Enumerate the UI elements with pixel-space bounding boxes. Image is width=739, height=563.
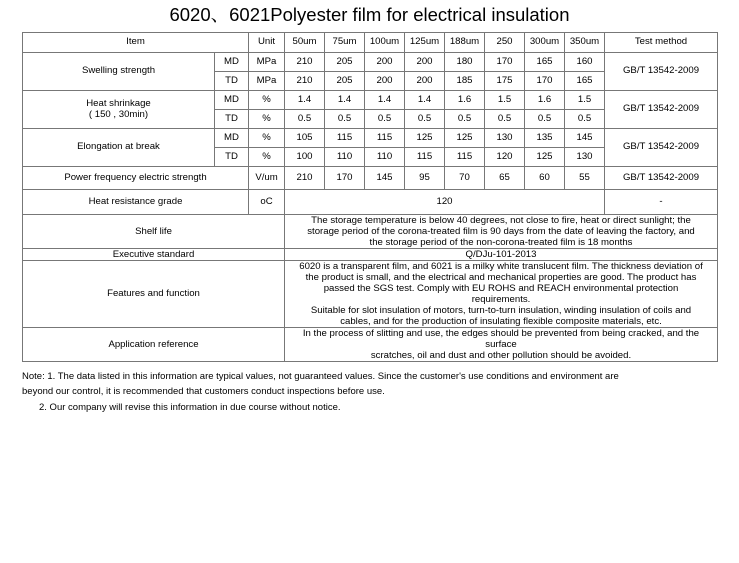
text-line: Suitable for slot insulation of motors, turn-to-turn insulation, winding insulation of coils and bbox=[310, 304, 692, 316]
value-cell: 145 bbox=[565, 128, 605, 147]
unit-cell: MPa bbox=[249, 71, 285, 90]
value-cell: 1.4 bbox=[325, 90, 365, 109]
table-row bbox=[23, 166, 718, 189]
value-cell: 210 bbox=[285, 166, 325, 189]
value-cell: 1.6 bbox=[445, 90, 485, 109]
value-cell: 60 bbox=[525, 166, 565, 189]
value-cell: 130 bbox=[565, 147, 605, 166]
value-cell-grade: 120 bbox=[285, 189, 605, 214]
value-cell: 1.4 bbox=[365, 90, 405, 109]
value-cell: 160 bbox=[565, 52, 605, 71]
row-label-features-and-function: Features and function bbox=[23, 260, 285, 327]
direction-md: MD bbox=[215, 90, 249, 109]
value-cell: 170 bbox=[325, 166, 365, 189]
table-row bbox=[23, 128, 718, 147]
value-cell: 205 bbox=[325, 52, 365, 71]
value-cell: 55 bbox=[565, 166, 605, 189]
value-cell: 1.5 bbox=[565, 90, 605, 109]
value-cell: 65 bbox=[485, 166, 525, 189]
header-item: Item bbox=[23, 32, 249, 52]
text-line: the storage period of the non-corona-treated film is 18 months bbox=[369, 236, 633, 248]
footer-notes bbox=[22, 369, 722, 415]
table-row bbox=[23, 52, 718, 71]
text-line: requirements. bbox=[471, 293, 531, 305]
direction-md: MD bbox=[215, 52, 249, 71]
row-label-power-frequency-electric-strength: Power frequency electric strength bbox=[23, 166, 249, 189]
header-thickness-250: 250 bbox=[485, 32, 525, 52]
unit-cell: V/um bbox=[249, 166, 285, 189]
page-title: 6020、6021Polyester film for electrical insulation bbox=[169, 4, 570, 25]
header-thickness-100um: 100um bbox=[365, 32, 405, 52]
row-label-heat-resistance-grade: Heat resistance grade bbox=[23, 189, 249, 214]
value-cell: 115 bbox=[365, 128, 405, 147]
value-cell: 120 bbox=[485, 147, 525, 166]
direction-td: TD bbox=[215, 109, 249, 128]
row-label-application-reference: Application reference bbox=[23, 327, 285, 361]
header-thickness-300um: 300um bbox=[525, 32, 565, 52]
unit-cell: % bbox=[249, 128, 285, 147]
value-cell: 0.5 bbox=[445, 109, 485, 128]
table-row bbox=[23, 214, 718, 248]
value-cell: 170 bbox=[485, 52, 525, 71]
header-thickness-50um: 50um bbox=[285, 32, 325, 52]
text-line: passed the SGS test. Comply with EU ROHS and REACH environmental protection bbox=[323, 282, 679, 294]
table-row bbox=[23, 260, 718, 327]
table-header-row bbox=[23, 32, 718, 52]
value-cell: 200 bbox=[405, 52, 445, 71]
value-cell: 130 bbox=[485, 128, 525, 147]
value-cell: 0.5 bbox=[565, 109, 605, 128]
header-thickness-350um: 350um bbox=[565, 32, 605, 52]
text-line: scratches, oil and dust and other pollution should be avoided. bbox=[370, 349, 632, 361]
value-cell: 1.4 bbox=[405, 90, 445, 109]
value-cell: 170 bbox=[525, 71, 565, 90]
test-method-cell: GB/T 13542-2009 bbox=[605, 52, 718, 90]
executive-standard-text bbox=[285, 248, 718, 260]
value-cell: 165 bbox=[565, 71, 605, 90]
header-thickness-125um: 125um bbox=[405, 32, 445, 52]
value-cell: 125 bbox=[405, 128, 445, 147]
shelf-life-text bbox=[285, 214, 718, 248]
value-cell: 110 bbox=[325, 147, 365, 166]
text-line: The storage temperature is below 40 degrees, not close to fire, heat or direct sunlight; the bbox=[311, 214, 691, 226]
value-cell: 1.5 bbox=[485, 90, 525, 109]
text-line: Q/DJu-101-2013 bbox=[465, 248, 537, 260]
value-cell: 200 bbox=[405, 71, 445, 90]
value-cell: 125 bbox=[445, 128, 485, 147]
features-and-function-text bbox=[285, 260, 718, 327]
value-cell: 180 bbox=[445, 52, 485, 71]
header-thickness-75um: 75um bbox=[325, 32, 365, 52]
text-line: In the process of slitting and use, the edges should be prevented from being cracked, and the bbox=[302, 327, 700, 339]
text-line: the product is small, and the electrical and mechanical properties are good. The product has bbox=[305, 271, 697, 283]
value-cell: 165 bbox=[525, 52, 565, 71]
header-thickness-188um: 188um bbox=[445, 32, 485, 52]
value-cell: 0.5 bbox=[325, 109, 365, 128]
value-cell: 0.5 bbox=[485, 109, 525, 128]
text-line: surface bbox=[485, 338, 517, 350]
value-cell: 95 bbox=[405, 166, 445, 189]
header-test-method: Test method bbox=[605, 32, 718, 52]
value-cell: 115 bbox=[405, 147, 445, 166]
unit-cell: % bbox=[249, 109, 285, 128]
value-cell: 70 bbox=[445, 166, 485, 189]
value-cell: 210 bbox=[285, 71, 325, 90]
value-cell: 0.5 bbox=[365, 109, 405, 128]
table-row bbox=[23, 90, 718, 109]
table-row bbox=[23, 248, 718, 260]
value-cell: 100 bbox=[285, 147, 325, 166]
text-line: 6020 is a transparent film, and 6021 is a milky white translucent film. The thickness deviation of bbox=[299, 260, 703, 272]
text-line: cables, and for the production of insulating flexible composite materials, etc. bbox=[340, 315, 662, 327]
value-cell: 210 bbox=[285, 52, 325, 71]
test-method-cell: GB/T 13542-2009 bbox=[605, 90, 718, 128]
test-method-cell: - bbox=[605, 189, 718, 214]
direction-td: TD bbox=[215, 147, 249, 166]
value-cell: 175 bbox=[485, 71, 525, 90]
table-row bbox=[23, 189, 718, 214]
value-cell: 110 bbox=[365, 147, 405, 166]
unit-cell: % bbox=[249, 147, 285, 166]
row-label-heat-shrinkage bbox=[23, 90, 215, 128]
test-method-cell: GB/T 13542-2009 bbox=[605, 128, 718, 166]
value-cell: 105 bbox=[285, 128, 325, 147]
value-cell: 1.4 bbox=[285, 90, 325, 109]
value-cell: 135 bbox=[525, 128, 565, 147]
value-cell: 185 bbox=[445, 71, 485, 90]
test-method-cell: GB/T 13542-2009 bbox=[605, 166, 718, 189]
value-cell: 200 bbox=[365, 71, 405, 90]
note-line-2: beyond our control, it is recommended that customers conduct inspections before use. bbox=[22, 386, 385, 398]
value-cell: 115 bbox=[325, 128, 365, 147]
value-cell: 125 bbox=[525, 147, 565, 166]
value-cell: 115 bbox=[445, 147, 485, 166]
row-label-executive-standard: Executive standard bbox=[23, 248, 285, 260]
header-unit: Unit bbox=[249, 32, 285, 52]
row-label-line2: ( 150 , 30min) bbox=[88, 109, 149, 120]
direction-td: TD bbox=[215, 71, 249, 90]
table-row bbox=[23, 327, 718, 361]
row-label-line1: Heat shrinkage bbox=[86, 97, 151, 109]
value-cell: 145 bbox=[365, 166, 405, 189]
row-label-elongation-at-break: Elongation at break bbox=[23, 128, 215, 166]
value-cell: 0.5 bbox=[525, 109, 565, 128]
unit-cell: % bbox=[249, 90, 285, 109]
note-line-1: Note: 1. The data listed in this information are typical values, not guaranteed values. Since the customer's use conditions and environment are bbox=[22, 370, 619, 382]
note-line-3: 2. Our company will revise this information in due course without notice. bbox=[39, 401, 341, 413]
value-cell: 205 bbox=[325, 71, 365, 90]
value-cell: 0.5 bbox=[285, 109, 325, 128]
application-reference-text bbox=[285, 327, 718, 361]
specification-table bbox=[22, 32, 718, 362]
value-cell: 200 bbox=[365, 52, 405, 71]
value-cell: 0.5 bbox=[405, 109, 445, 128]
row-label-swelling-strength: Swelling strength bbox=[23, 52, 215, 90]
value-cell: 1.6 bbox=[525, 90, 565, 109]
row-label-shelf-life: Shelf life bbox=[23, 214, 285, 248]
unit-cell: oC bbox=[249, 189, 285, 214]
direction-md: MD bbox=[215, 128, 249, 147]
text-line: storage period of the corona-treated film is 90 days from the date of leaving the factory, and bbox=[307, 225, 695, 237]
unit-cell: MPa bbox=[249, 52, 285, 71]
